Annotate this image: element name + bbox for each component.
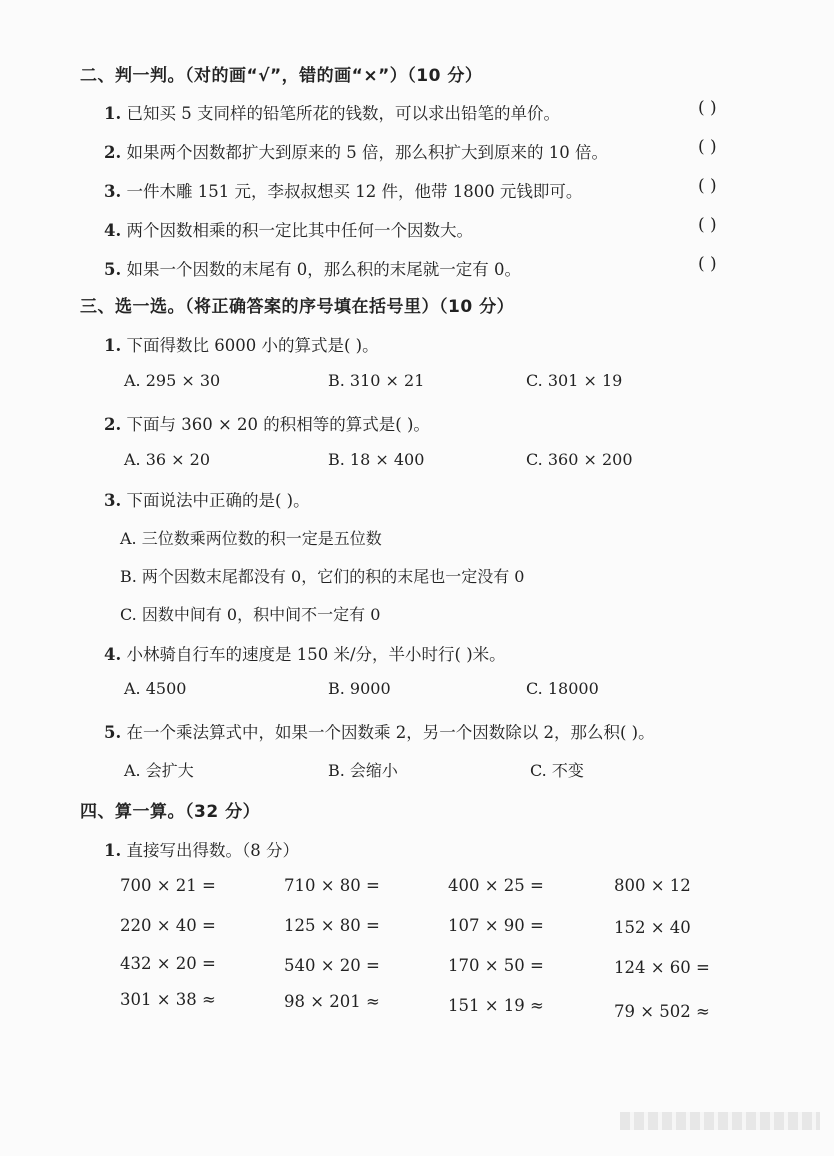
option-b[interactable]: B. 会缩小: [328, 761, 398, 780]
item-number: 1.: [104, 336, 122, 355]
decorative-watermark-bar: [620, 1112, 820, 1130]
option-c[interactable]: C. 18000: [526, 679, 599, 698]
answer-blank-2[interactable]: ( ): [698, 137, 717, 157]
option-b[interactable]: B. 310 × 21: [328, 371, 425, 390]
calc-cell: 124 × 60 =: [614, 958, 710, 977]
calc-cell: 800 × 12: [614, 876, 691, 895]
choice-question-4: [104, 641, 506, 665]
calc-cell: 432 × 20 =: [120, 954, 216, 973]
answer-blank-4[interactable]: ( ): [698, 215, 717, 235]
option-b[interactable]: B. 9000: [328, 679, 391, 698]
choice-question-2: [104, 411, 430, 435]
calc-cell: 98 × 201 ≈: [284, 992, 380, 1011]
judge-item-2: [104, 139, 608, 163]
section-3-title: 三、选一选。（将正确答案的序号填在括号里）（10 分）: [80, 297, 515, 317]
item-text: 已知买 5 支同样的铅笔所花的钱数，可以求出铅笔的单价。: [126, 104, 560, 123]
judge-item-4: [104, 217, 473, 241]
calc-cell: 700 × 21 =: [120, 876, 216, 895]
item-number: 4.: [104, 221, 122, 240]
option-c[interactable]: C. 不变: [530, 761, 584, 780]
option-a[interactable]: A. 295 × 30: [124, 371, 221, 390]
calc-cell: 152 × 40: [614, 918, 691, 937]
calc-cell: 710 × 80 =: [284, 876, 380, 895]
section-2-title: 二、判一判。（对的画“√”，错的画“×”）（10 分）: [80, 66, 483, 86]
calc-cell: 151 × 19 ≈: [448, 996, 544, 1015]
judge-item-5: [104, 256, 521, 280]
item-text: 如果一个因数的末尾有 0，那么积的末尾就一定有 0。: [126, 260, 521, 279]
calc-cell: 220 × 40 =: [120, 916, 216, 935]
item-number: 2.: [104, 143, 122, 162]
calc-cell: 400 × 25 =: [448, 876, 544, 895]
item-number: 3.: [104, 182, 122, 201]
option-c[interactable]: C. 301 × 19: [526, 371, 623, 390]
item-text: 直接写出得数。（8 分）: [126, 841, 299, 860]
item-text: 下面说法中正确的是( )。: [126, 491, 310, 510]
judge-item-1: [104, 100, 560, 124]
option-a[interactable]: A. 36 × 20: [124, 450, 211, 469]
item-text: 一件木雕 151 元，李叔叔想买 12 件，他带 1800 元钱即可。: [126, 182, 583, 201]
option-a[interactable]: A. 三位数乘两位数的积一定是五位数: [120, 529, 382, 548]
calc-cell: 170 × 50 =: [448, 956, 544, 975]
item-text: 下面与 360 × 20 的积相等的算式是( )。: [126, 415, 430, 434]
calc-cell: 540 × 20 =: [284, 956, 380, 975]
answer-blank-3[interactable]: ( ): [698, 176, 717, 196]
option-b[interactable]: B. 18 × 400: [328, 450, 425, 469]
item-number: 4.: [104, 645, 122, 664]
judge-item-3: [104, 178, 582, 202]
item-text: 下面得数比 6000 小的算式是( )。: [126, 336, 379, 355]
calc-cell: 107 × 90 =: [448, 916, 544, 935]
item-text: 两个因数相乘的积一定比其中任何一个因数大。: [126, 221, 473, 240]
option-c[interactable]: C. 360 × 200: [526, 450, 633, 469]
item-number: 3.: [104, 491, 122, 510]
choice-question-3: [104, 487, 310, 511]
item-number: 1.: [104, 841, 122, 860]
option-a[interactable]: A. 4500: [124, 679, 187, 698]
calc-cell: 125 × 80 =: [284, 916, 380, 935]
item-text: 小林骑自行车的速度是 150 米/分，半小时行( )米。: [126, 645, 506, 664]
choice-question-5: [104, 719, 655, 743]
section-4-title: 四、算一算。（32 分）: [80, 802, 261, 822]
option-c[interactable]: C. 因数中间有 0，积中间不一定有 0: [120, 605, 381, 624]
item-number: 5.: [104, 260, 122, 279]
item-number: 5.: [104, 723, 122, 742]
calc-cell: 301 × 38 ≈: [120, 990, 216, 1009]
item-text: 如果两个因数都扩大到原来的 5 倍，那么积扩大到原来的 10 倍。: [126, 143, 608, 162]
option-a[interactable]: A. 会扩大: [124, 761, 194, 780]
item-number: 2.: [104, 415, 122, 434]
item-number: 1.: [104, 104, 122, 123]
choice-question-1: [104, 332, 379, 356]
item-text: 在一个乘法算式中，如果一个因数乘 2，另一个因数除以 2，那么积( )。: [126, 723, 655, 742]
answer-blank-5[interactable]: ( ): [698, 254, 717, 274]
calc-cell: 79 × 502 ≈: [614, 1002, 710, 1021]
option-b[interactable]: B. 两个因数末尾都没有 0，它们的积的末尾也一定没有 0: [120, 567, 525, 586]
answer-blank-1[interactable]: ( ): [698, 98, 717, 118]
calc-question-1: [104, 837, 299, 861]
